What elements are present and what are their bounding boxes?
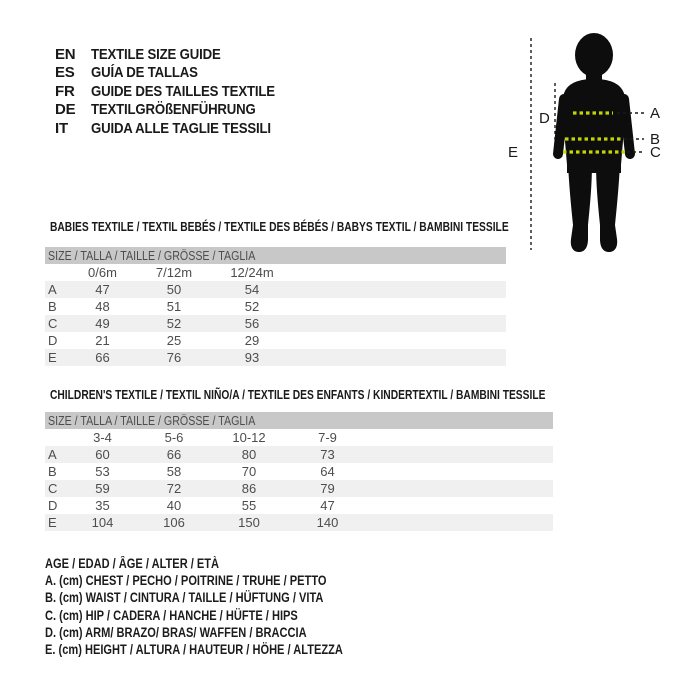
cell-value: 64 xyxy=(320,464,335,479)
cell-value: 70 xyxy=(241,464,257,479)
legend-line-arm xyxy=(45,624,408,641)
size-header-label: SIZE / TALLA / TAILLE / GRÖSSE / TAGLIA xyxy=(48,413,256,428)
cell-value: 66 xyxy=(135,446,213,463)
cell-value: 106 xyxy=(135,514,213,531)
cell-value: 150 xyxy=(213,514,285,531)
table-row xyxy=(45,463,553,480)
measure-label-b: B xyxy=(650,131,661,148)
column-header: 7-9 xyxy=(318,430,337,445)
legend-line-waist xyxy=(45,589,408,606)
measure-label-a: A xyxy=(650,105,661,122)
row-label: C xyxy=(45,480,70,497)
cell-value: 47 xyxy=(70,281,135,298)
legend-text: AGE / EDAD / ÂGE / ALTER / ETÀ xyxy=(45,556,220,572)
table-row xyxy=(45,349,506,366)
row-label: B xyxy=(48,464,57,479)
cell-value: 93 xyxy=(213,349,291,366)
column-header: 5-6 xyxy=(164,430,184,445)
row-label: E xyxy=(45,349,70,366)
language-row xyxy=(55,82,300,101)
cell-value: 56 xyxy=(213,315,291,332)
table-row xyxy=(45,315,506,332)
cell-value: 49 xyxy=(70,315,135,332)
legend-text: D. (cm) ARM/ BRAZO/ BRAS/ WAFFEN / BRACCIA xyxy=(45,624,307,640)
size-header-label: SIZE / TALLA / TAILLE / GRÖSSE / TAGLIA xyxy=(48,248,256,263)
legend-line-age xyxy=(45,555,408,572)
cell-value: 72 xyxy=(135,480,213,497)
cell-value: 52 xyxy=(244,299,260,314)
legend-text: B. (cm) WAIST / CINTURA / TAILLE / HÜFTUNG / VITA xyxy=(45,590,324,606)
babies-title-text: BABIES TEXTILE / TEXTIL BEBÉS / TEXTILE DES BÉBÉS / BABYS TEXTIL / BAMBINI TESSILE xyxy=(50,220,509,234)
cell-value: 79 xyxy=(285,480,370,497)
babies-section-title xyxy=(50,220,609,234)
cell-value: 48 xyxy=(95,299,110,314)
row-label: B xyxy=(48,299,57,314)
language-title: TEXTILGRÖßENFÜHRUNG xyxy=(91,101,256,119)
language-row xyxy=(55,45,300,64)
legend-text: A. (cm) CHEST / PECHO / POITRINE / TRUHE / PETTO xyxy=(45,573,327,589)
column-header: 0/6m xyxy=(88,265,117,280)
cell-value: 21 xyxy=(95,333,110,348)
column-header: 12/24m xyxy=(230,265,274,280)
cell-value: 55 xyxy=(241,498,257,513)
measurement-legend xyxy=(45,555,408,658)
language-row xyxy=(55,119,300,138)
row-label: A xyxy=(45,281,70,298)
language-title: GUIDA ALLE TAGLIE TESSILI xyxy=(91,119,271,137)
language-code: IT xyxy=(55,119,68,137)
children-size-table xyxy=(45,412,553,531)
cell-value: 80 xyxy=(213,446,285,463)
cell-value: 73 xyxy=(285,446,370,463)
cell-value: 25 xyxy=(166,333,182,348)
children-section-title xyxy=(50,388,654,402)
cell-value: 104 xyxy=(70,514,135,531)
table-header-row xyxy=(45,247,506,264)
language-code: EN xyxy=(55,45,76,63)
cell-value: 51 xyxy=(166,299,182,314)
column-header: 3-4 xyxy=(93,430,112,445)
language-row xyxy=(55,64,300,83)
measure-label-e: E xyxy=(508,144,519,161)
table-row xyxy=(45,480,553,497)
column-header: 10-12 xyxy=(232,430,266,445)
cell-value: 52 xyxy=(135,315,213,332)
cell-value: 60 xyxy=(70,446,135,463)
legend-line-height xyxy=(45,641,408,658)
table-row xyxy=(45,298,506,315)
cell-value: 29 xyxy=(244,333,260,348)
row-label: D xyxy=(48,333,58,348)
children-title-text: CHILDREN'S TEXTILE / TEXTIL NIÑO/A / TEXTILE DES ENFANTS / KINDERTEXTIL / BAMBINI TESSILE xyxy=(50,388,546,402)
column-header-row xyxy=(45,429,553,446)
cell-value: 40 xyxy=(166,498,182,513)
table-row xyxy=(45,281,506,298)
cell-value: 86 xyxy=(213,480,285,497)
table-row xyxy=(45,514,553,531)
table-row xyxy=(45,446,553,463)
table-row xyxy=(45,332,506,349)
language-title: GUÍA DE TALLAS xyxy=(91,64,198,82)
column-header: 7/12m xyxy=(155,265,193,280)
measure-label-c: C xyxy=(650,144,661,161)
legend-text: E. (cm) HEIGHT / ALTURA / HAUTEUR / HÖHE / ALTEZZA xyxy=(45,642,343,658)
language-title: GUIDE DES TAILLES TEXTILE xyxy=(91,82,275,100)
language-row xyxy=(55,101,300,120)
legend-line-hip xyxy=(45,607,408,624)
cell-value: 58 xyxy=(166,464,182,479)
cell-value: 47 xyxy=(320,498,335,513)
column-header-row xyxy=(45,264,506,281)
table-row xyxy=(45,497,553,514)
row-label: A xyxy=(45,446,70,463)
cell-value: 50 xyxy=(135,281,213,298)
cell-value: 59 xyxy=(70,480,135,497)
row-label: E xyxy=(45,514,70,531)
row-label: C xyxy=(45,315,70,332)
row-label: D xyxy=(48,498,58,513)
language-title-list xyxy=(55,45,300,138)
language-code: DE xyxy=(55,101,76,119)
measure-label-d: D xyxy=(539,110,550,127)
language-title: TEXTILE SIZE GUIDE xyxy=(91,45,221,63)
language-code: ES xyxy=(55,64,75,82)
legend-text: C. (cm) HIP / CADERA / HANCHE / HÜFTE / HIPS xyxy=(45,607,298,623)
cell-value: 53 xyxy=(95,464,110,479)
table-header-row xyxy=(45,412,553,429)
legend-line-chest xyxy=(45,572,408,589)
cell-value: 54 xyxy=(213,281,291,298)
cell-value: 66 xyxy=(70,349,135,366)
cell-value: 35 xyxy=(95,498,110,513)
cell-value: 76 xyxy=(135,349,213,366)
babies-size-table xyxy=(45,247,506,366)
language-code: FR xyxy=(55,82,75,100)
cell-value: 140 xyxy=(285,514,370,531)
